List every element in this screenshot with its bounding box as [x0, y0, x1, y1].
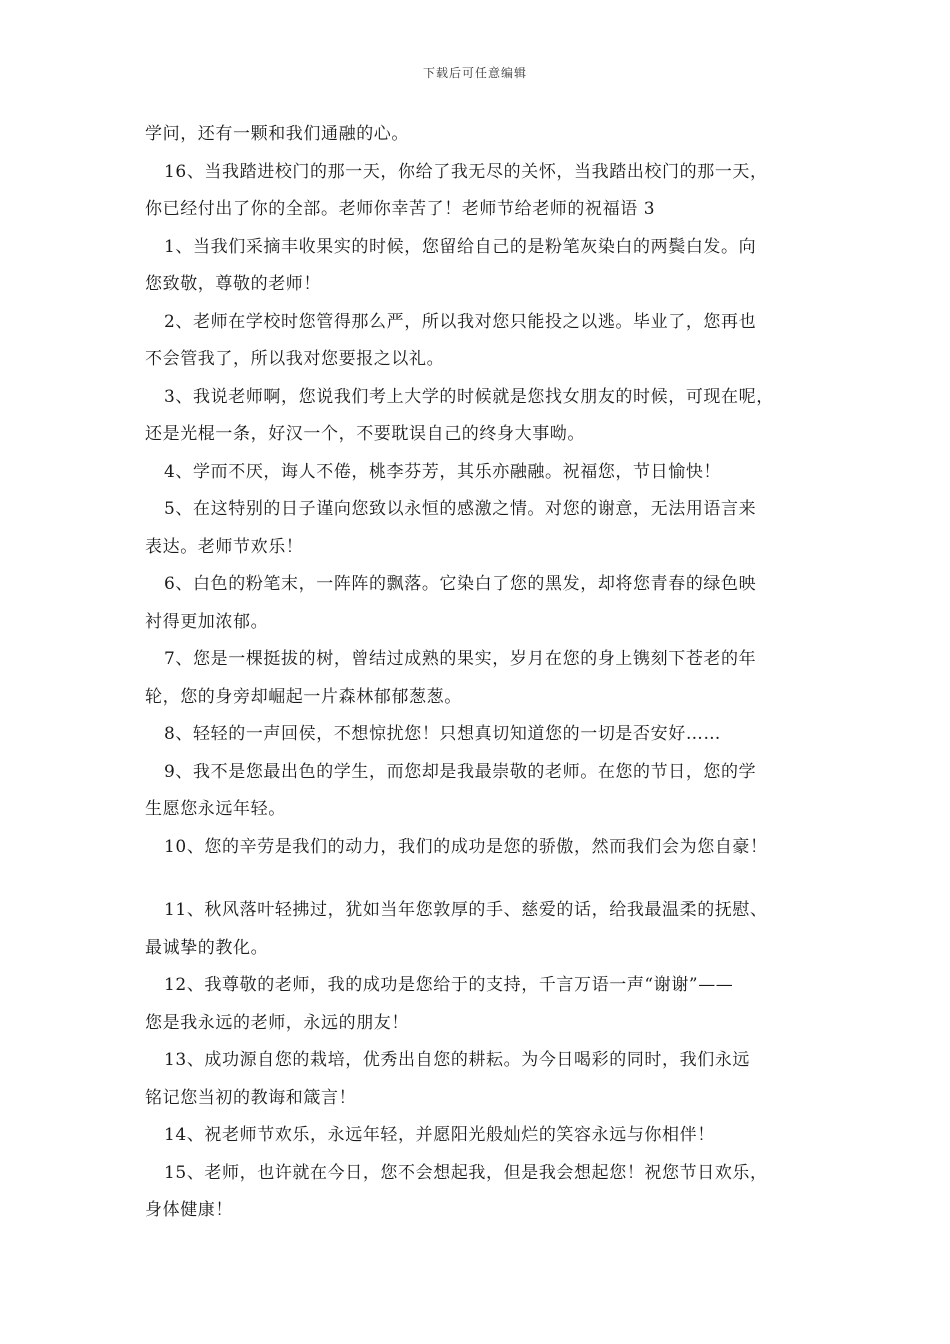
paragraph-first-line: 8、轻轻的一声回侯，不想惊扰您！只想真切知道您的一切是否安好……: [164, 724, 722, 744]
paragraph-continuation-line: 轮，您的身旁却崛起一片森林郁郁葱葱。: [145, 686, 462, 707]
paragraph-first-line: 4、学而不厌，诲人不倦，桃李芬芳，其乐亦融融。祝福您，节日愉快！: [164, 461, 722, 482]
paragraph-first-line: 1、当我们采摘丰收果实的时候，您留给自己的是粉笔灰染白的两鬓白发。向: [164, 236, 757, 257]
paragraph-continuation-line: 表达。老师节欢乐！: [145, 536, 304, 557]
blank-line: [145, 866, 825, 892]
paragraph-first-line: 3、我说老师啊，您说我们考上大学的时候就是您找女朋友的时候，可现在呢，: [164, 386, 774, 407]
paragraph-continuation-line: 您致敬，尊敬的老师！: [145, 274, 321, 294]
paragraph-first-line: 9、我不是您最出色的学生，而您却是我最崇敬的老师。在您的节日，您的学: [164, 761, 757, 782]
paragraph-continuation-line: 学问，还有一颗和我们通融的心。: [145, 124, 409, 144]
paragraph-first-line: 13、成功源自您的栽培，优秀出自您的耕耘。为今日喝彩的同时，我们永远: [164, 1050, 751, 1070]
paragraph-continuation-line: 身体健康！: [145, 1200, 233, 1220]
paragraph-first-line: 5、在这特别的日子谨向您致以永恒的感激之情。对您的谢意，无法用语言来: [164, 499, 757, 519]
paragraph-continuation-line: 你已经付出了你的全部。老师你幸苦了！老师节给老师的祝福语 3: [145, 199, 656, 219]
paragraph-first-line: 11、秋风落叶轻拂过，犹如当年您敦厚的手、慈爱的话，给我最温柔的抚慰、: [164, 900, 768, 920]
paragraph-first-line: 14、祝老师节欢乐，永远年轻，并愿阳光般灿烂的笑容永远与你相伴！: [164, 1125, 715, 1145]
paragraph-continuation-line: 还是光棍一条，好汉一个，不要耽误自己的终身大事呦。: [145, 424, 585, 444]
paragraph-first-line: 15、老师，也许就在今日，您不会想起我，但是我会想起您！祝您节日欢乐，: [164, 1162, 768, 1183]
paragraph-continuation-line: 铭记您当初的教诲和箴言！: [145, 1087, 357, 1108]
paragraph-continuation-line: 最诚挚的教化。: [145, 937, 269, 958]
document-body: [145, 116, 825, 1230]
paragraph-continuation-line: 生愿您永远年轻。: [145, 799, 286, 819]
paragraph-continuation-line: 您是我永远的老师，永远的朋友！: [145, 1012, 409, 1033]
paragraph-continuation-line: 不会管我了，所以我对您要报之以礼。: [145, 349, 445, 369]
paragraph-first-line: 16、当我踏进校门的那一天，你给了我无尽的关怀，当我踏出校门的那一天，: [164, 161, 768, 182]
paragraph-first-line: 7、您是一棵挺拔的树，曾结过成熟的果实，岁月在您的身上镌刻下苍老的年: [164, 649, 757, 669]
paragraph-first-line: 6、白色的粉笔末，一阵阵的飘落。它染白了您的黑发，却将您青春的绿色映: [164, 574, 757, 594]
paragraph-first-line: 2、老师在学校时您管得那么严，所以我对您只能投之以逃。毕业了，您再也: [164, 311, 757, 332]
paragraph-first-line: 10、您的辛劳是我们的动力，我们的成功是您的骄傲，然而我们会为您自豪！: [164, 836, 768, 857]
page-header: 下载后可任意编辑: [422, 66, 527, 80]
paragraph-first-line: 12、我尊敬的老师，我的成功是您给于的支持，千言万语一声“谢谢”——: [164, 975, 734, 995]
paragraph-continuation-line: 衬得更加浓郁。: [145, 611, 269, 632]
